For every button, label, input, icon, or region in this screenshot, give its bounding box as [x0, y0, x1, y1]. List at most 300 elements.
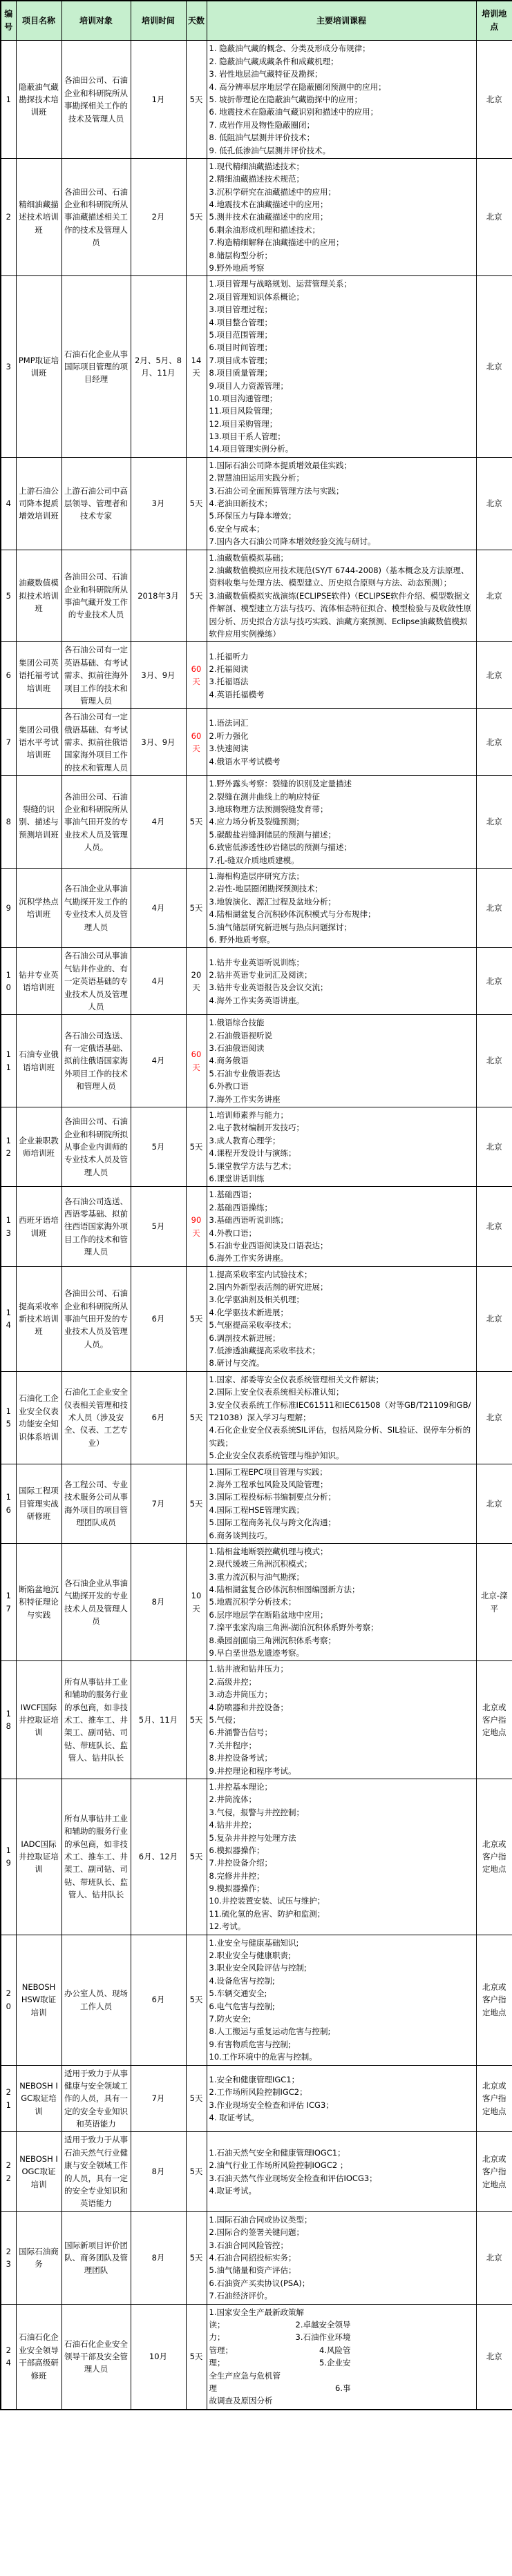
cell-target: 所有从事钻井工业和辅助的服务行业的承包商，如非技术工、推车工、井架工、副司钻、司钻、带班队长、监管人、钻井队长 [61, 1779, 131, 1935]
course-line: 7.孔-缝双介质地质建模。 [209, 855, 299, 865]
course-line: 6.商务谈判技巧。 [209, 1530, 272, 1540]
cell-id: 7 [1, 709, 16, 776]
cell-time: 5月 [131, 1187, 186, 1266]
cell-courses [207, 1015, 476, 1107]
cell-days: 5天 [186, 2132, 207, 2211]
cell-days: 5天 [186, 41, 207, 159]
course-line: 8.人工搬运与重复运动危害与控制; [209, 2026, 331, 2037]
cell-courses [207, 550, 476, 642]
cell-courses [207, 1266, 476, 1371]
cell-time: 10月 [131, 2304, 186, 2410]
course-line: 13.项目干系人管理； [209, 432, 285, 442]
table-row [1, 1015, 512, 1107]
cell-courses [207, 1464, 476, 1543]
cell-time: 2018年3月 [131, 550, 186, 642]
cell-name: NEBOSH IOGC取证培训 [16, 2132, 61, 2211]
course-line: 3.钻井专业英语报告及会议交流； [209, 982, 328, 993]
table-row [1, 1935, 512, 2065]
table-row [1, 1779, 512, 1935]
course-line: 4. 高分辨率层序地层学在隐蔽圈闭预测中的应用； [209, 81, 386, 92]
course-line: 3.石油公司全面预算管理方法与实践； [209, 485, 344, 496]
course-line: 1.陆相盆地断裂控藏机理与模式； [209, 1546, 328, 1556]
course-line: 11.项目风险管理； [209, 406, 278, 416]
cell-days: 90天 [186, 1187, 207, 1266]
course-line: 10.井控装置安装、试压与维护； [209, 1896, 325, 1906]
cell-id: 2 [1, 158, 16, 276]
course-line: 2.电子教材编制开发技巧； [209, 1123, 304, 1133]
cell-target: 适用于致力于从事石油天然气行业健康与安全领域工作的人员，具有一定的安全专业知识和英语能力 [61, 2132, 131, 2211]
course-line: 3.项目管理过程； [209, 304, 272, 315]
course-line: 1.井控基本理论； [209, 1781, 272, 1792]
cell-id: 20 [1, 1935, 16, 2065]
course-line: 7.石油经济评价。 [209, 2291, 272, 2301]
course-line: 6.外教口语 [209, 1081, 249, 1092]
course-line: 2.国际上安全仪表系统相关标准认知； [209, 1387, 344, 1397]
cell-time: 7月 [131, 1464, 186, 1543]
course-line: 5. 坡折带理论在隐蔽油气藏勘探中的应用； [209, 94, 363, 104]
course-line: 6.剩余油形成机理和描述技术； [209, 224, 320, 235]
cell-courses [207, 2132, 476, 2211]
cell-id: 8 [1, 776, 16, 869]
course-line: 5.测井技术在油藏描述中的应用； [209, 212, 328, 222]
course-line: 读； 2.卓越安全领导 [209, 2319, 351, 2330]
course-line: 5.环保压力与降本增效； [209, 511, 296, 521]
cell-name: 企业兼职教师培训班 [16, 1107, 61, 1187]
course-line: 3.基础西语听说训练； [209, 1215, 288, 1226]
cell-target: 石油石化企业从事国际项目管理的项目经理 [61, 276, 131, 457]
cell-target: 石油石化企业安全领导干部及安全管理人员 [61, 2304, 131, 2410]
cell-time: 6月、12月 [131, 1779, 186, 1935]
cell-days: 20天 [186, 948, 207, 1015]
cell-location: 北京 [476, 2304, 512, 2410]
cell-time: 7月 [131, 2065, 186, 2132]
course-line: 3.重力流沉积与油气勘探； [209, 1571, 304, 1582]
cell-courses [207, 1543, 476, 1661]
cell-courses [207, 948, 476, 1015]
course-line: 3.石油俄语阅读 [209, 1043, 265, 1054]
cell-name: 隐蔽油气藏勘探技术培训班 [16, 41, 61, 159]
course-line: 1.国家安全生产最新政策解 [209, 2307, 304, 2317]
cell-location: 北京或客户指定地点 [476, 2132, 512, 2211]
cell-time: 2月、5月、8月、11月 [131, 276, 186, 457]
course-line: 1.野外露头考察：裂缝的识别及定量描述 [209, 779, 352, 789]
course-line: 4. 取证考试。 [209, 2112, 259, 2122]
course-line: 4.石化企业安全仪表系统SIL评估，包括风险分析、SIL验证、误停车分析的实践； [209, 1425, 471, 1448]
table-row [1, 1661, 512, 1779]
cell-name: 集团公司俄语水平考试培训班 [16, 709, 61, 776]
cell-courses [207, 158, 476, 276]
course-line: 1. 隐蔽油气藏的概念、分类及形成分布规律； [209, 43, 370, 54]
cell-name: 精细油藏描述技术培训班 [16, 158, 61, 276]
course-line: 理； 5.企业安 [209, 2358, 351, 2368]
cell-time: 5月 [131, 1107, 186, 1187]
cell-days: 5天 [186, 550, 207, 642]
cell-location: 北京 [476, 1464, 512, 1543]
cell-target: 各油田公司、石油企业和科研院所拟从事企业内训师的专业技术人员及管理人员 [61, 1107, 131, 1187]
cell-id: 13 [1, 1187, 16, 1266]
cell-courses [207, 1779, 476, 1935]
course-line: 2.精细油藏描述技术规范； [209, 174, 304, 184]
course-line: 1.安全和健康管理IGC1； [209, 2074, 300, 2084]
cell-id: 18 [1, 1661, 16, 1779]
table-row [1, 2132, 512, 2211]
cell-id: 16 [1, 1464, 16, 1543]
table-row [1, 457, 512, 550]
course-line: 2.岩性-地层圈闭勘探预测技术； [209, 884, 323, 894]
cell-id: 3 [1, 276, 16, 457]
cell-location: 北京-滦平 [476, 1543, 512, 1661]
cell-target: 各油田公司、石油企业和科研院所从事油藏描述相关工作的技术及管理人员 [61, 158, 131, 276]
cell-time: 4月 [131, 1015, 186, 1107]
cell-id: 22 [1, 2132, 16, 2211]
cell-target: 各工程公司、专业技术服务公司从事海外项目的项目管理团队成员 [61, 1464, 131, 1543]
col-header-id: 编号 [1, 1, 16, 41]
course-line: 3.托福语法 [209, 677, 249, 687]
cell-courses [207, 868, 476, 947]
cell-name: 钻井专业英语培训班 [16, 948, 61, 1015]
course-line: 1.俄语综合技能 [209, 1018, 265, 1028]
cell-days: 60天 [186, 1015, 207, 1107]
cell-id: 21 [1, 2065, 16, 2132]
course-line: 8.项目质量管理； [209, 368, 272, 378]
course-line: 9.早白垩世恐龙遗迹考察。 [209, 1648, 304, 1658]
cell-id: 23 [1, 2211, 16, 2304]
course-line: 3.油藏数值模拟实战演练(ECLIPSE软件)（ECLIPSE软件介绍、模型数据文件解剖、模型建立方法与技巧、流体相态特征拟合、模型检验与及收敛性原因分析、历史拟合方法与技巧实践、油藏方案预测、Eclipse油藏数值模拟软件应用实例操练） [209, 590, 471, 639]
cell-location: 北京 [476, 41, 512, 159]
course-line: 7.项目成本管理； [209, 355, 272, 365]
course-line: 2.职业安全与健康职责; [209, 1950, 291, 1961]
course-line: 10.工作环境中的危害与控制。 [209, 2052, 317, 2062]
course-line: 9.井控理论和程序考试。 [209, 1765, 296, 1776]
course-line: 2.油气行业工作场所风险控制IOGC2 ； [209, 2160, 348, 2171]
cell-time: 6月 [131, 1266, 186, 1371]
cell-time: 2月 [131, 158, 186, 276]
cell-target: 国际新项目评价团队、商务团队及管理团队 [61, 2211, 131, 2304]
cell-days: 5天 [186, 776, 207, 869]
course-line: 6.井涌警告信号； [209, 1727, 272, 1738]
course-line: 3.石油天然气作业现场安全检查和评估IOCG3； [209, 2173, 377, 2183]
course-line: 1.项目管理与战略规划、运营管理关系； [209, 279, 352, 289]
cell-target: 各石油公司从事油气钻井作业的、有一定英语基础的专业技术人员及管理人员 [61, 948, 131, 1015]
table-row [1, 41, 512, 159]
course-line: 4.设备危害与控制; [209, 1975, 275, 1986]
course-line: 4.海外工作实务英语讲座。 [209, 995, 304, 1005]
course-line: 4.外教口语； [209, 1228, 256, 1238]
course-line: 2.项目管理知识体系概论； [209, 291, 304, 302]
cell-days: 60天 [186, 709, 207, 776]
course-line: 故调查及原因分析 [209, 2396, 273, 2406]
course-line: 3.地球物理方法预测裂缝发育带； [209, 804, 328, 815]
course-line: 2.井筒流体； [209, 1794, 256, 1805]
course-line: 3.动态井筒压力； [209, 1689, 272, 1700]
course-line: 3.安全仪表系统工作标准IEC61511和IEC61508（对等GB/T21109和GB/T21038）深入学习与理解； [209, 1400, 471, 1422]
course-line: 1.国家、部委等安全仪表系统管理相关文件解读； [209, 1374, 383, 1384]
course-line: 4.老油田新技术； [209, 498, 272, 509]
course-line: 5.气侵； [209, 1714, 240, 1725]
cell-name: 提高采收率新技术培训班 [16, 1266, 61, 1371]
cell-location: 北京 [476, 642, 512, 709]
course-line: 2.裂缝在测井曲线上的响应特征 [209, 791, 320, 802]
cell-courses [207, 276, 476, 457]
course-line: 8.井控设备考试； [209, 1753, 272, 1763]
col-header-trainees: 培训对象 [61, 1, 131, 41]
cell-name: 西班牙语培训班 [16, 1187, 61, 1266]
course-line: 2.国内外新型表活剂的研究进展； [209, 1282, 328, 1292]
table-row [1, 868, 512, 947]
course-line: 4.化学驱技术新进展； [209, 1307, 288, 1317]
cell-target: 各石油公司选送、有一定俄语基础、拟前往俄语国家海外项目工作的技术和管理人员 [61, 1015, 131, 1107]
cell-courses [207, 1107, 476, 1187]
course-line: 7.滦平张家沟扇三角洲-湖泊沉积体系野外考察； [209, 1623, 379, 1633]
cell-target: 各油田公司、石油企业和科研院所从事油气藏开发工作的专业技术人员 [61, 550, 131, 642]
table-row [1, 158, 512, 276]
table-row [1, 1187, 512, 1266]
course-line: 9.有害物质危害与控制; [209, 2039, 291, 2049]
cell-days: 5天 [186, 2211, 207, 2304]
course-line: 1.国际石油合同或协议类型； [209, 2214, 312, 2225]
course-line: 8. 低阻油气层测井评价技术； [209, 133, 315, 143]
table-row [1, 709, 512, 776]
course-line: 4.钻井井控； [209, 1820, 256, 1830]
cell-days: 5天 [186, 1371, 207, 1464]
course-line: 4.取证考试。 [209, 2186, 256, 2196]
cell-time: 8月 [131, 2132, 186, 2211]
cell-days: 5天 [186, 158, 207, 276]
course-line: 6.致密低渗透性砂岩储层的预测与描述； [209, 842, 352, 853]
course-line: 管理； 4.风险管 [209, 2345, 351, 2355]
course-line: 6.模拟器操作； [209, 1845, 265, 1855]
course-line: 1.语法词汇 [209, 718, 249, 728]
cell-target: 各油田公司、石油企业和科研院所从事油气田开发的专业技术人员及管理人员。 [61, 776, 131, 869]
col-header-project-name: 项目名称 [16, 1, 61, 41]
cell-location: 北京 [476, 1187, 512, 1266]
course-line: 8.完修井井控； [209, 1870, 265, 1881]
course-line: 11.硫化氢的危害、防护和监测； [209, 1908, 325, 1919]
course-line: 1.托福听力 [209, 651, 249, 661]
course-line: 8.桑园剖面扇三角洲沉积体系考察； [209, 1635, 336, 1645]
cell-time: 3月 [131, 457, 186, 550]
cell-name: NEBOSH HSW取证培训 [16, 1935, 61, 2065]
col-header-location: 培训地点 [476, 1, 512, 41]
course-line: 5.气驱提高采收率技术； [209, 1320, 296, 1330]
col-header-days: 天数 [186, 1, 207, 41]
cell-name: 国际石油商务 [16, 2211, 61, 2304]
cell-id: 12 [1, 1107, 16, 1187]
course-line: 3.地貌演化、源汇过程及盆地分析； [209, 896, 336, 907]
cell-time: 8月 [131, 1543, 186, 1661]
cell-time: 4月 [131, 948, 186, 1015]
cell-days: 14天 [186, 276, 207, 457]
course-line: 2.托福阅读 [209, 664, 249, 674]
course-line: 3.国际工程投标标书编制要点分析； [209, 1492, 336, 1502]
cell-location: 北京 [476, 1107, 512, 1187]
cell-courses [207, 2211, 476, 2304]
course-line: 7.构造精细解释在油藏描述中的应用； [209, 238, 344, 248]
cell-courses [207, 457, 476, 550]
cell-location: 北京或客户指定地点 [476, 1935, 512, 2065]
cell-id: 15 [1, 1371, 16, 1464]
course-line: 7.关井程序； [209, 1740, 256, 1750]
course-line: 7. 成岩作用及物性隐蔽圈闭； [209, 119, 315, 130]
cell-location: 北京 [476, 1015, 512, 1107]
course-line: 4.地震技术在油藏描述中的应用； [209, 200, 328, 210]
course-line: 5.国际工程商务礼仪与跨文化沟通； [209, 1518, 336, 1528]
course-line: 14.项目管理实例分析。 [209, 444, 294, 454]
course-line: 7.井控设备介绍； [209, 1858, 272, 1868]
cell-location: 北京 [476, 2211, 512, 2304]
cell-days: 5天 [186, 2065, 207, 2132]
course-line: 9.野外地质考察 [209, 263, 265, 273]
course-line: 6. 地震技术在隐蔽油气藏识别和描述中的应用； [209, 107, 379, 117]
course-line: 2.基础西语操练； [209, 1202, 272, 1212]
cell-target: 各石油企业从事油气勘探开发工作的专业技术人员及管理人员 [61, 868, 131, 947]
cell-target: 石油化工企业安全仪表相关管理和技术人员（涉及安全、仪表、工艺专业） [61, 1371, 131, 1464]
cell-courses [207, 1371, 476, 1464]
cell-location: 北京 [476, 776, 512, 869]
cell-location: 北京 [476, 550, 512, 642]
course-line: 2.石油俄语视听说 [209, 1030, 272, 1040]
cell-name: IADC国际井控取证培训 [16, 1779, 61, 1935]
course-line: 3.气侵，报警与井控控制； [209, 1807, 304, 1817]
cell-courses [207, 776, 476, 869]
cell-name: IWCF国际井控取证培训 [16, 1661, 61, 1779]
course-line: 4.国际工程HSE管理实践； [209, 1504, 305, 1515]
col-header-time: 培训时间 [131, 1, 186, 41]
cell-location: 北京 [476, 457, 512, 550]
col-header-courses: 主要培训课程 [207, 1, 476, 41]
table-row [1, 2304, 512, 2410]
course-line: 2.国际合约签署关键问题； [209, 2227, 304, 2238]
cell-time: 4月 [131, 868, 186, 947]
cell-days: 5天 [186, 1661, 207, 1779]
cell-name: 石油专业俄语培训班 [16, 1015, 61, 1107]
cell-time: 1月 [131, 41, 186, 159]
cell-id: 14 [1, 1266, 16, 1371]
course-line: 3.化学驱油剂及相关机理； [209, 1295, 304, 1305]
course-line: 1.培训师素养与能力； [209, 1110, 288, 1121]
course-line: 6.项目时间管理； [209, 342, 272, 353]
course-line: 6.课堂讲话训练 [209, 1173, 265, 1183]
cell-courses [207, 2304, 476, 2410]
table-row [1, 2065, 512, 2132]
cell-id: 17 [1, 1543, 16, 1661]
cell-days: 5天 [186, 1464, 207, 1543]
course-line: 4.陆相湖盆复合沉积砂体沉积模式与分布规律； [209, 909, 376, 920]
cell-target: 适用于致力于从事健康与安全领域工作的人员，具有一定的安全专业知识和英语能力 [61, 2065, 131, 2132]
cell-courses [207, 709, 476, 776]
cell-name: 油藏数值模拟技术培训班 [16, 550, 61, 642]
course-line: 6.安全与成本； [209, 523, 265, 534]
course-line: 1.钻井专业英语听说训练； [209, 957, 304, 967]
course-line: 3.成人教育心理学； [209, 1135, 281, 1145]
course-line: 12.考试。 [209, 1921, 246, 1932]
table-row [1, 2211, 512, 2304]
course-line: 9. 低孔低渗油气层测井评价技术。 [209, 145, 331, 155]
course-line: 1.钻井液和钻井压力； [209, 1664, 288, 1674]
course-line: 2.高级井控； [209, 1676, 256, 1687]
cell-target: 各石油公司有一定英语基础、有考试需求、拟前往海外项目工作的技术和管理人员 [61, 642, 131, 709]
course-line: 2.智慧油田运用实践分析； [209, 473, 304, 483]
cell-id: 4 [1, 457, 16, 550]
course-line: 5.石油专业俄语表达 [209, 1068, 281, 1078]
course-line: 12.项目采购管理； [209, 418, 278, 429]
cell-location: 北京 [476, 709, 512, 776]
cell-location: 北京 [476, 1266, 512, 1371]
table-row [1, 948, 512, 1015]
course-line: 2.工作场所风险控制IGC2； [209, 2087, 307, 2098]
cell-id: 5 [1, 550, 16, 642]
cell-days: 5天 [186, 1266, 207, 1371]
course-line: 5.油气储量和资产评估； [209, 2265, 296, 2276]
cell-target: 各石油企业从事油气勘探开发的专业技术人员及管理人员 [61, 1543, 131, 1661]
course-line: 2.钻井英语专业词汇及阅读； [209, 969, 312, 980]
cell-target: 各油田公司、石油企业和科研院所从事勘探相关工作的技术及管理人员 [61, 41, 131, 159]
cell-id: 10 [1, 948, 16, 1015]
course-line: 7.低渗透油藏提高采收率技术； [209, 1346, 320, 1356]
cell-name: NEBOSH IGC取证培训 [16, 2065, 61, 2132]
cell-time: 8月 [131, 2211, 186, 2304]
course-line: 全生产应急与危机管 [209, 2370, 281, 2381]
course-line: 6.海外工作实务讲座。 [209, 1253, 288, 1263]
course-line: 5.项目范围管理； [209, 329, 272, 340]
cell-time: 3月、9月 [131, 642, 186, 709]
course-line: 5.地震沉积学分析技术； [209, 1597, 296, 1607]
course-line: 1.国际工程EPC项目管理与实践； [209, 1466, 328, 1477]
cell-courses [207, 642, 476, 709]
cell-days: 5天 [186, 2304, 207, 2410]
cell-target: 上游石油公司中高层领导、管理者和技术专家 [61, 457, 131, 550]
course-line: 4.陆相湖盆复合砂体沉积相图编图新方法； [209, 1585, 360, 1595]
course-line: 4.课程开发设计与演练； [209, 1148, 296, 1159]
course-line: 1.基础西语； [209, 1190, 256, 1200]
course-line: 6.石油资产买卖协议(PSA)； [209, 2278, 310, 2288]
cell-target: 各石油公司有一定俄语基础、有考试需求、拟前往俄语国家海外项目工作的技术和管理人员 [61, 709, 131, 776]
cell-name: 石油化工企业安全仪表功能安全知识体系培训 [16, 1371, 61, 1464]
course-line: 1.国际石油公司降本提质增效最佳实践； [209, 460, 352, 470]
course-line: 4.应力场分析及裂缝预测； [209, 817, 304, 827]
course-line: 4.石油合同招投标实务； [209, 2253, 296, 2263]
cell-time: 3月、9月 [131, 709, 186, 776]
course-line: 10.项目沟通管理； [209, 393, 278, 403]
cell-location: 北京 [476, 276, 512, 457]
cell-location: 北京或客户指定地点 [476, 2065, 512, 2132]
course-line: 2.现代缓坡三角洲沉积模式； [209, 1559, 312, 1569]
cell-days: 5天 [186, 1779, 207, 1935]
course-line: 9.模拟器操作； [209, 1883, 265, 1894]
table-row [1, 642, 512, 709]
table-row [1, 776, 512, 869]
course-line: 5.复杂井井控与处理方法 [209, 1832, 296, 1843]
course-line: 2. 隐蔽油气藏成藏条件和成藏机理； [209, 56, 339, 66]
course-line: 7.防火安全; [209, 2013, 252, 2024]
course-line: 3.作业现场安全检查和评估 ICG3； [209, 2100, 334, 2110]
course-line: 5.石油专业西语阅读及口语表达； [209, 1240, 328, 1250]
course-line: 6.电气危害与控制; [209, 2001, 275, 2011]
cell-location: 北京 [476, 948, 512, 1015]
table-row [1, 1543, 512, 1661]
cell-courses [207, 1935, 476, 2065]
course-line: 1.海相构造层序研究方法； [209, 871, 304, 881]
cell-name: 沉积学热点培训班 [16, 868, 61, 947]
cell-days: 5天 [186, 457, 207, 550]
course-line: 1.现代精细油藏描述技术； [209, 161, 304, 171]
course-line: 8.储层构型分析； [209, 250, 272, 260]
course-line: 3. 岩性地层油气藏特征及勘探； [209, 69, 323, 79]
cell-target: 所有从事钻井工业和辅助的服务行业的承包商，如非技术工、推车工、井架工、副司钻、司钻、带班队长、监管人、钻井队长 [61, 1661, 131, 1779]
cell-name: 国际工程项目管理实战研修班 [16, 1464, 61, 1543]
cell-name: 集团公司英语托福考试培训班 [16, 642, 61, 709]
course-line: 8.研讨与交流。 [209, 1358, 265, 1368]
